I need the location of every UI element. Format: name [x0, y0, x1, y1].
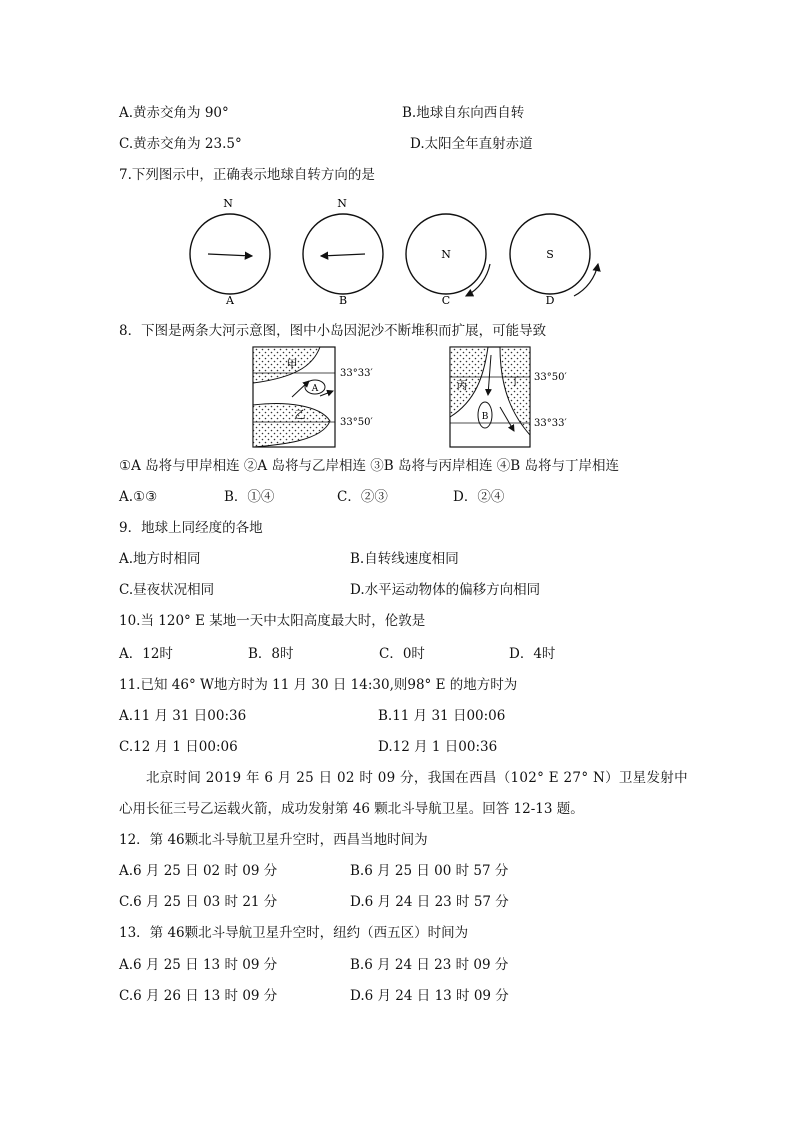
q8-option-a: A.①③ [119, 489, 158, 505]
q10-option-d: D．4时 [509, 646, 556, 662]
map1-flow-arrow-1 [292, 381, 309, 397]
q10-option-a: A．12时 [119, 646, 173, 662]
map1-bank-bottom-label: 乙 [294, 408, 306, 421]
q10-stem: 10.当 120° E 某地一天中太阳高度最大时，伦敦是 [119, 613, 426, 629]
map2-island-label: B [481, 412, 489, 422]
q13-option-b: B.6 月 24 日 23 时 09 分 [350, 957, 509, 973]
map2-flow-arrow-2 [500, 407, 514, 431]
q11-option-d: D.12 月 1 日00:36 [378, 739, 498, 755]
passage-line-1: 北京时间 2019 年 6 月 25 日 02 时 09 分，我国在西昌（102° E 27° N）卫星发射中 [146, 770, 688, 786]
fig-a-arrow [208, 254, 252, 256]
q7-figure [0, 192, 794, 312]
passage-line-2: 心用长征三号乙运载火箭，成功发射第 46 颗北斗导航卫星。回答 12-13 题。 [119, 801, 584, 817]
map1-lat-bottom-label: 33°50′ [340, 417, 373, 428]
fig-c-pole-label: N [441, 248, 451, 261]
map1-lat-top-label: 33°33′ [340, 368, 373, 379]
fig-b-arrow [321, 254, 365, 256]
q10-option-b: B．8时 [248, 646, 294, 662]
q11-stem: 11.已知 46° W地方时为 11 月 30 日 14:30,则98° E 的地方时为 [119, 677, 518, 693]
q12-stem: 12．第 46颗北斗导航卫星升空时，西昌当地时间为 [119, 832, 428, 848]
fig-b-north-label: N [337, 197, 347, 210]
q6-option-d: D.太阳全年直射赤道 [410, 136, 533, 152]
q11-option-c: C.12 月 1 日00:06 [119, 739, 238, 755]
q8-figure [0, 345, 794, 451]
q9-option-a: A.地方时相同 [119, 551, 201, 567]
q6-option-c: C.黄赤交角为 23.5° [119, 136, 242, 152]
q13-stem: 13．第 46颗北斗导航卫星升空时，纽约（西五区）时间为 [119, 925, 469, 941]
map1-bank-top-label: 甲 [286, 358, 298, 371]
q12-option-d: D.6 月 24 日 23 时 57 分 [350, 894, 509, 910]
q13-option-c: C.6 月 26 日 13 时 09 分 [119, 988, 278, 1004]
q8-option-b: B．①④ [224, 489, 275, 505]
map2-lat-bottom-label: 33°33′ [534, 418, 567, 429]
map1-bank-bottom [253, 404, 330, 447]
q11-option-b: B.11 月 31 日00:06 [378, 708, 506, 724]
q12-option-c: C.6 月 25 日 03 时 21 分 [119, 894, 278, 910]
q9-stem: 9．地球上同经度的各地 [119, 520, 263, 536]
q8-option-c: C．②③ [337, 489, 388, 505]
q6-option-a: A.黄赤交角为 90° [119, 105, 229, 121]
fig-b-label: B [338, 294, 348, 307]
q12-option-a: A.6 月 25 日 02 时 09 分 [119, 863, 278, 879]
q12-option-b: B.6 月 25 日 00 时 57 分 [350, 863, 509, 879]
map2-lat-top-label: 33°50′ [534, 372, 567, 383]
map2-bank-left-label: 丙 [456, 379, 468, 392]
q9-option-c: C.昼夜状况相同 [119, 582, 215, 598]
q11-option-a: A.11 月 31 日00:36 [119, 708, 247, 724]
fig-a-north-label: N [223, 197, 233, 210]
fig-c-label: C [441, 294, 451, 307]
q9-option-b: B.自转线速度相同 [350, 551, 459, 567]
map1-island-label: A [311, 384, 319, 394]
q8-stem: 8．下图是两条大河示意图，图中小岛因泥沙不断堆积而扩展，可能导致 [119, 323, 547, 339]
fig-c-arrow [466, 264, 490, 296]
map2-flow-arrow-1 [488, 355, 491, 395]
q10-option-c: C．0时 [379, 646, 425, 662]
q7-stem: 7.下列图示中，正确表示地球自转方向的是 [119, 167, 375, 183]
q13-option-a: A.6 月 25 日 13 时 09 分 [119, 957, 278, 973]
q9-option-d: D.水平运动物体的偏移方向相同 [350, 582, 541, 598]
fig-a-label: A [226, 294, 234, 307]
fig-d-label: D [545, 294, 555, 307]
q8-option-d: D．②④ [453, 489, 505, 505]
fig-d-arrow [574, 264, 598, 296]
q6-option-b: B.地球自东向西自转 [402, 105, 525, 121]
q8-statements: ①A 岛将与甲岸相连 ②A 岛将与乙岸相连 ③B 岛将与丙岸相连 ④B 岛将与丁岸相连 [119, 458, 619, 474]
map2-bank-right-label: 丁 [509, 375, 521, 388]
fig-d-pole-label: S [546, 248, 554, 261]
fig-b-globe [303, 214, 383, 294]
q13-option-d: D.6 月 24 日 13 时 09 分 [350, 988, 509, 1004]
fig-a-globe [190, 214, 270, 294]
map2-bank-right [500, 347, 530, 435]
